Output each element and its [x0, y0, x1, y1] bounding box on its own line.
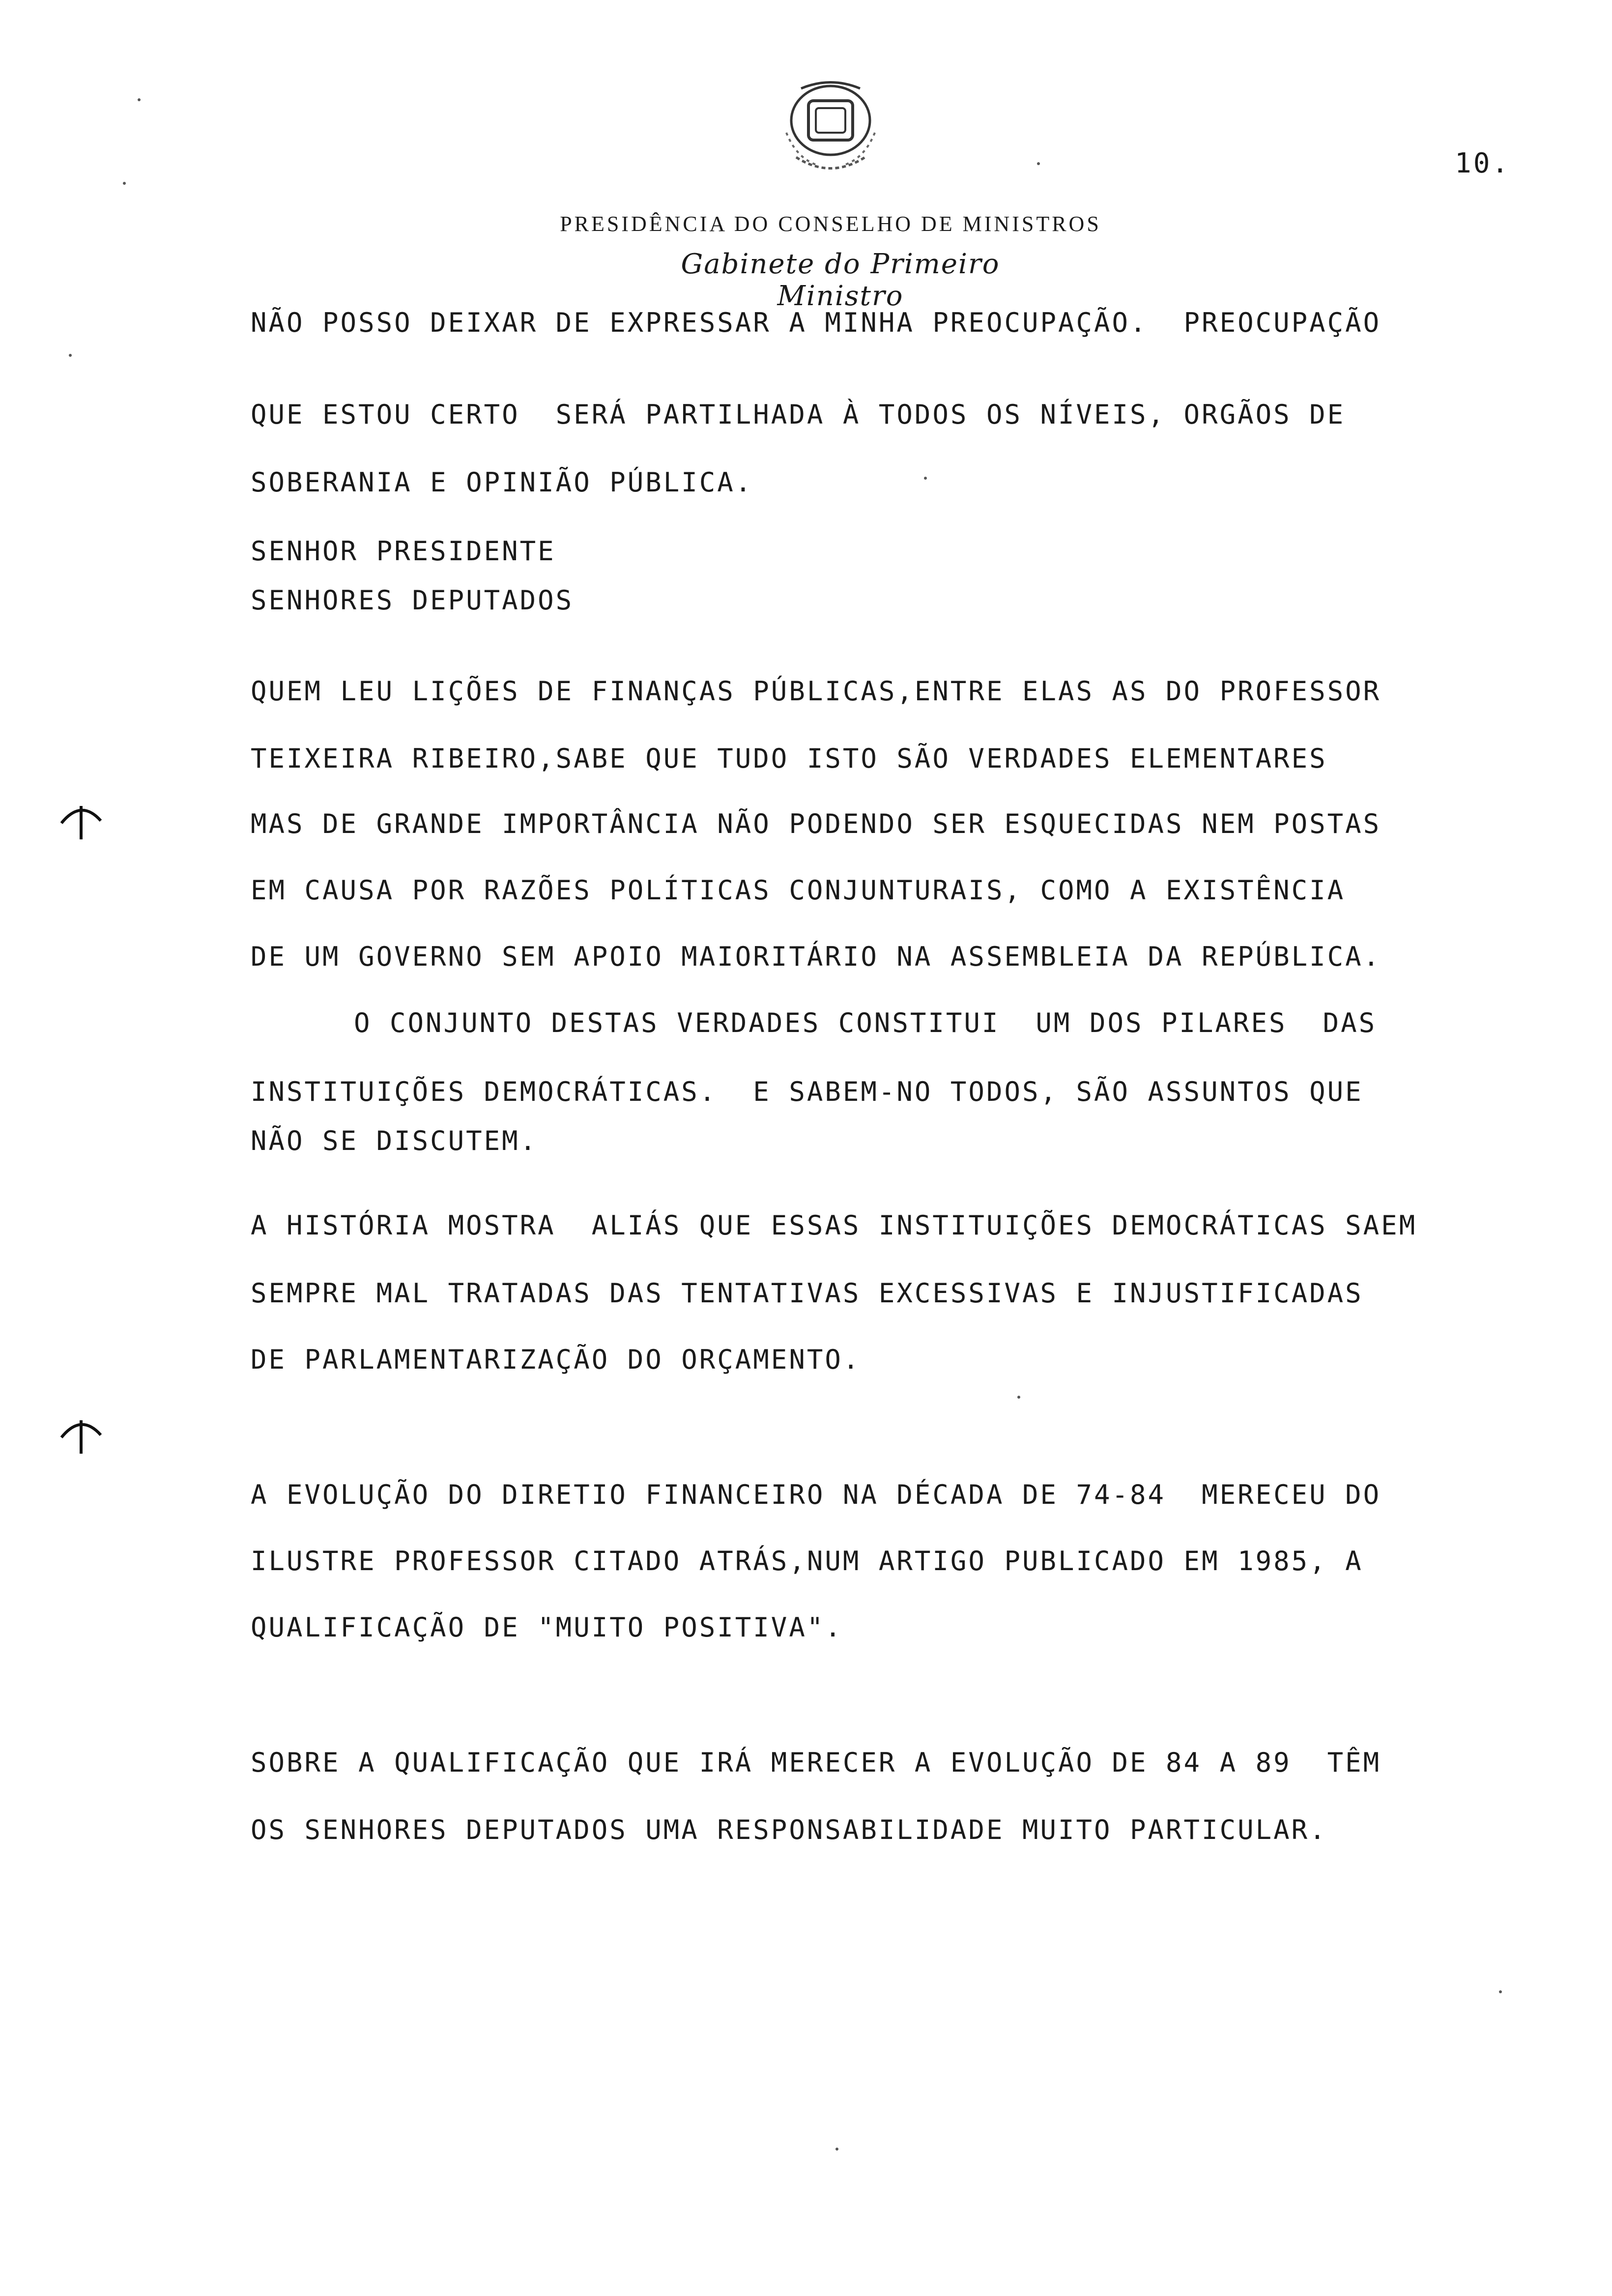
- page-number: 10.: [1455, 147, 1511, 179]
- body-line: SEMPRE MAL TRATADAS DAS TENTATIVAS EXCESSIVAS E INJUSTIFICADAS: [251, 1278, 1363, 1309]
- scan-speck: [835, 2148, 838, 2151]
- scan-speck: [1037, 162, 1040, 165]
- scan-speck: [1017, 1396, 1020, 1399]
- punch-hole-mark: [59, 1415, 103, 1455]
- body-line: SOBERANIA E OPINIÃO PÚBLICA.: [251, 467, 753, 498]
- body-line: INSTITUIÇÕES DEMOCRÁTICAS. E SABEM-NO TODOS, SÃO ASSUNTOS QUE: [251, 1076, 1363, 1107]
- body-line: QUE ESTOU CERTO SERÁ PARTILHADA À TODOS OS NÍVEIS, ORGÃOS DE: [251, 399, 1346, 430]
- scan-speck: [123, 182, 126, 185]
- body-line: TEIXEIRA RIBEIRO,SABE QUE TUDO ISTO SÃO VERDADES ELEMENTARES: [251, 743, 1327, 774]
- body-line: OS SENHORES DEPUTADOS UMA RESPONSABILIDADE MUITO PARTICULAR.: [251, 1814, 1327, 1845]
- body-line: DE PARLAMENTARIZAÇÃO DO ORÇAMENTO.: [251, 1344, 861, 1375]
- punch-hole-mark: [59, 801, 103, 840]
- body-line: ILUSTRE PROFESSOR CITADO ATRÁS,NUM ARTIGO PUBLICADO EM 1985, A: [251, 1546, 1363, 1577]
- scan-speck: [138, 98, 141, 101]
- scan-speck: [1499, 1990, 1502, 1993]
- body-line: A EVOLUÇÃO DO DIRETIO FINANCEIRO NA DÉCADA DE 74-84 MERECEU DO: [251, 1479, 1382, 1510]
- body-line: MAS DE GRANDE IMPORTÂNCIA NÃO PODENDO SER ESQUECIDAS NEM POSTAS: [251, 808, 1382, 839]
- scan-speck: [924, 477, 927, 480]
- body-line: SENHORES DEPUTADOS: [251, 585, 574, 616]
- body-line: SOBRE A QUALIFICAÇÃO QUE IRÁ MERECER A EVOLUÇÃO DE 84 A 89 TÊM: [251, 1747, 1382, 1778]
- body-line: SENHOR PRESIDENTE: [251, 536, 556, 567]
- coat-of-arms-emblem: [767, 74, 894, 192]
- body-line: DE UM GOVERNO SEM APOIO MAIORITÁRIO NA ASSEMBLEIA DA REPÚBLICA.: [251, 941, 1382, 972]
- body-line: QUALIFICAÇÃO DE "MUITO POSITIVA".: [251, 1612, 843, 1643]
- letterhead-institution: PRESIDÊNCIA DO CONSELHO DE MINISTROS: [560, 212, 1101, 236]
- body-line: A HISTÓRIA MOSTRA ALIÁS QUE ESSAS INSTITUIÇÕES DEMOCRÁTICAS SAEM: [251, 1210, 1417, 1241]
- body-line: EM CAUSA POR RAZÕES POLÍTICAS CONJUNTURAIS, COMO A EXISTÊNCIA: [251, 875, 1346, 906]
- letterhead-office-script: Gabinete do Primeiro Ministro: [681, 248, 1000, 312]
- scan-speck: [69, 354, 72, 357]
- body-line: QUEM LEU LIÇÕES DE FINANÇAS PÚBLICAS,ENTRE ELAS AS DO PROFESSOR: [251, 676, 1382, 707]
- body-line: NÃO SE DISCUTEM.: [251, 1125, 538, 1156]
- body-line: O CONJUNTO DESTAS VERDADES CONSTITUI UM DOS PILARES DAS: [354, 1007, 1377, 1038]
- body-line: NÃO POSSO DEIXAR DE EXPRESSAR A MINHA PREOCUPAÇÃO. PREOCUPAÇÃO: [251, 307, 1382, 338]
